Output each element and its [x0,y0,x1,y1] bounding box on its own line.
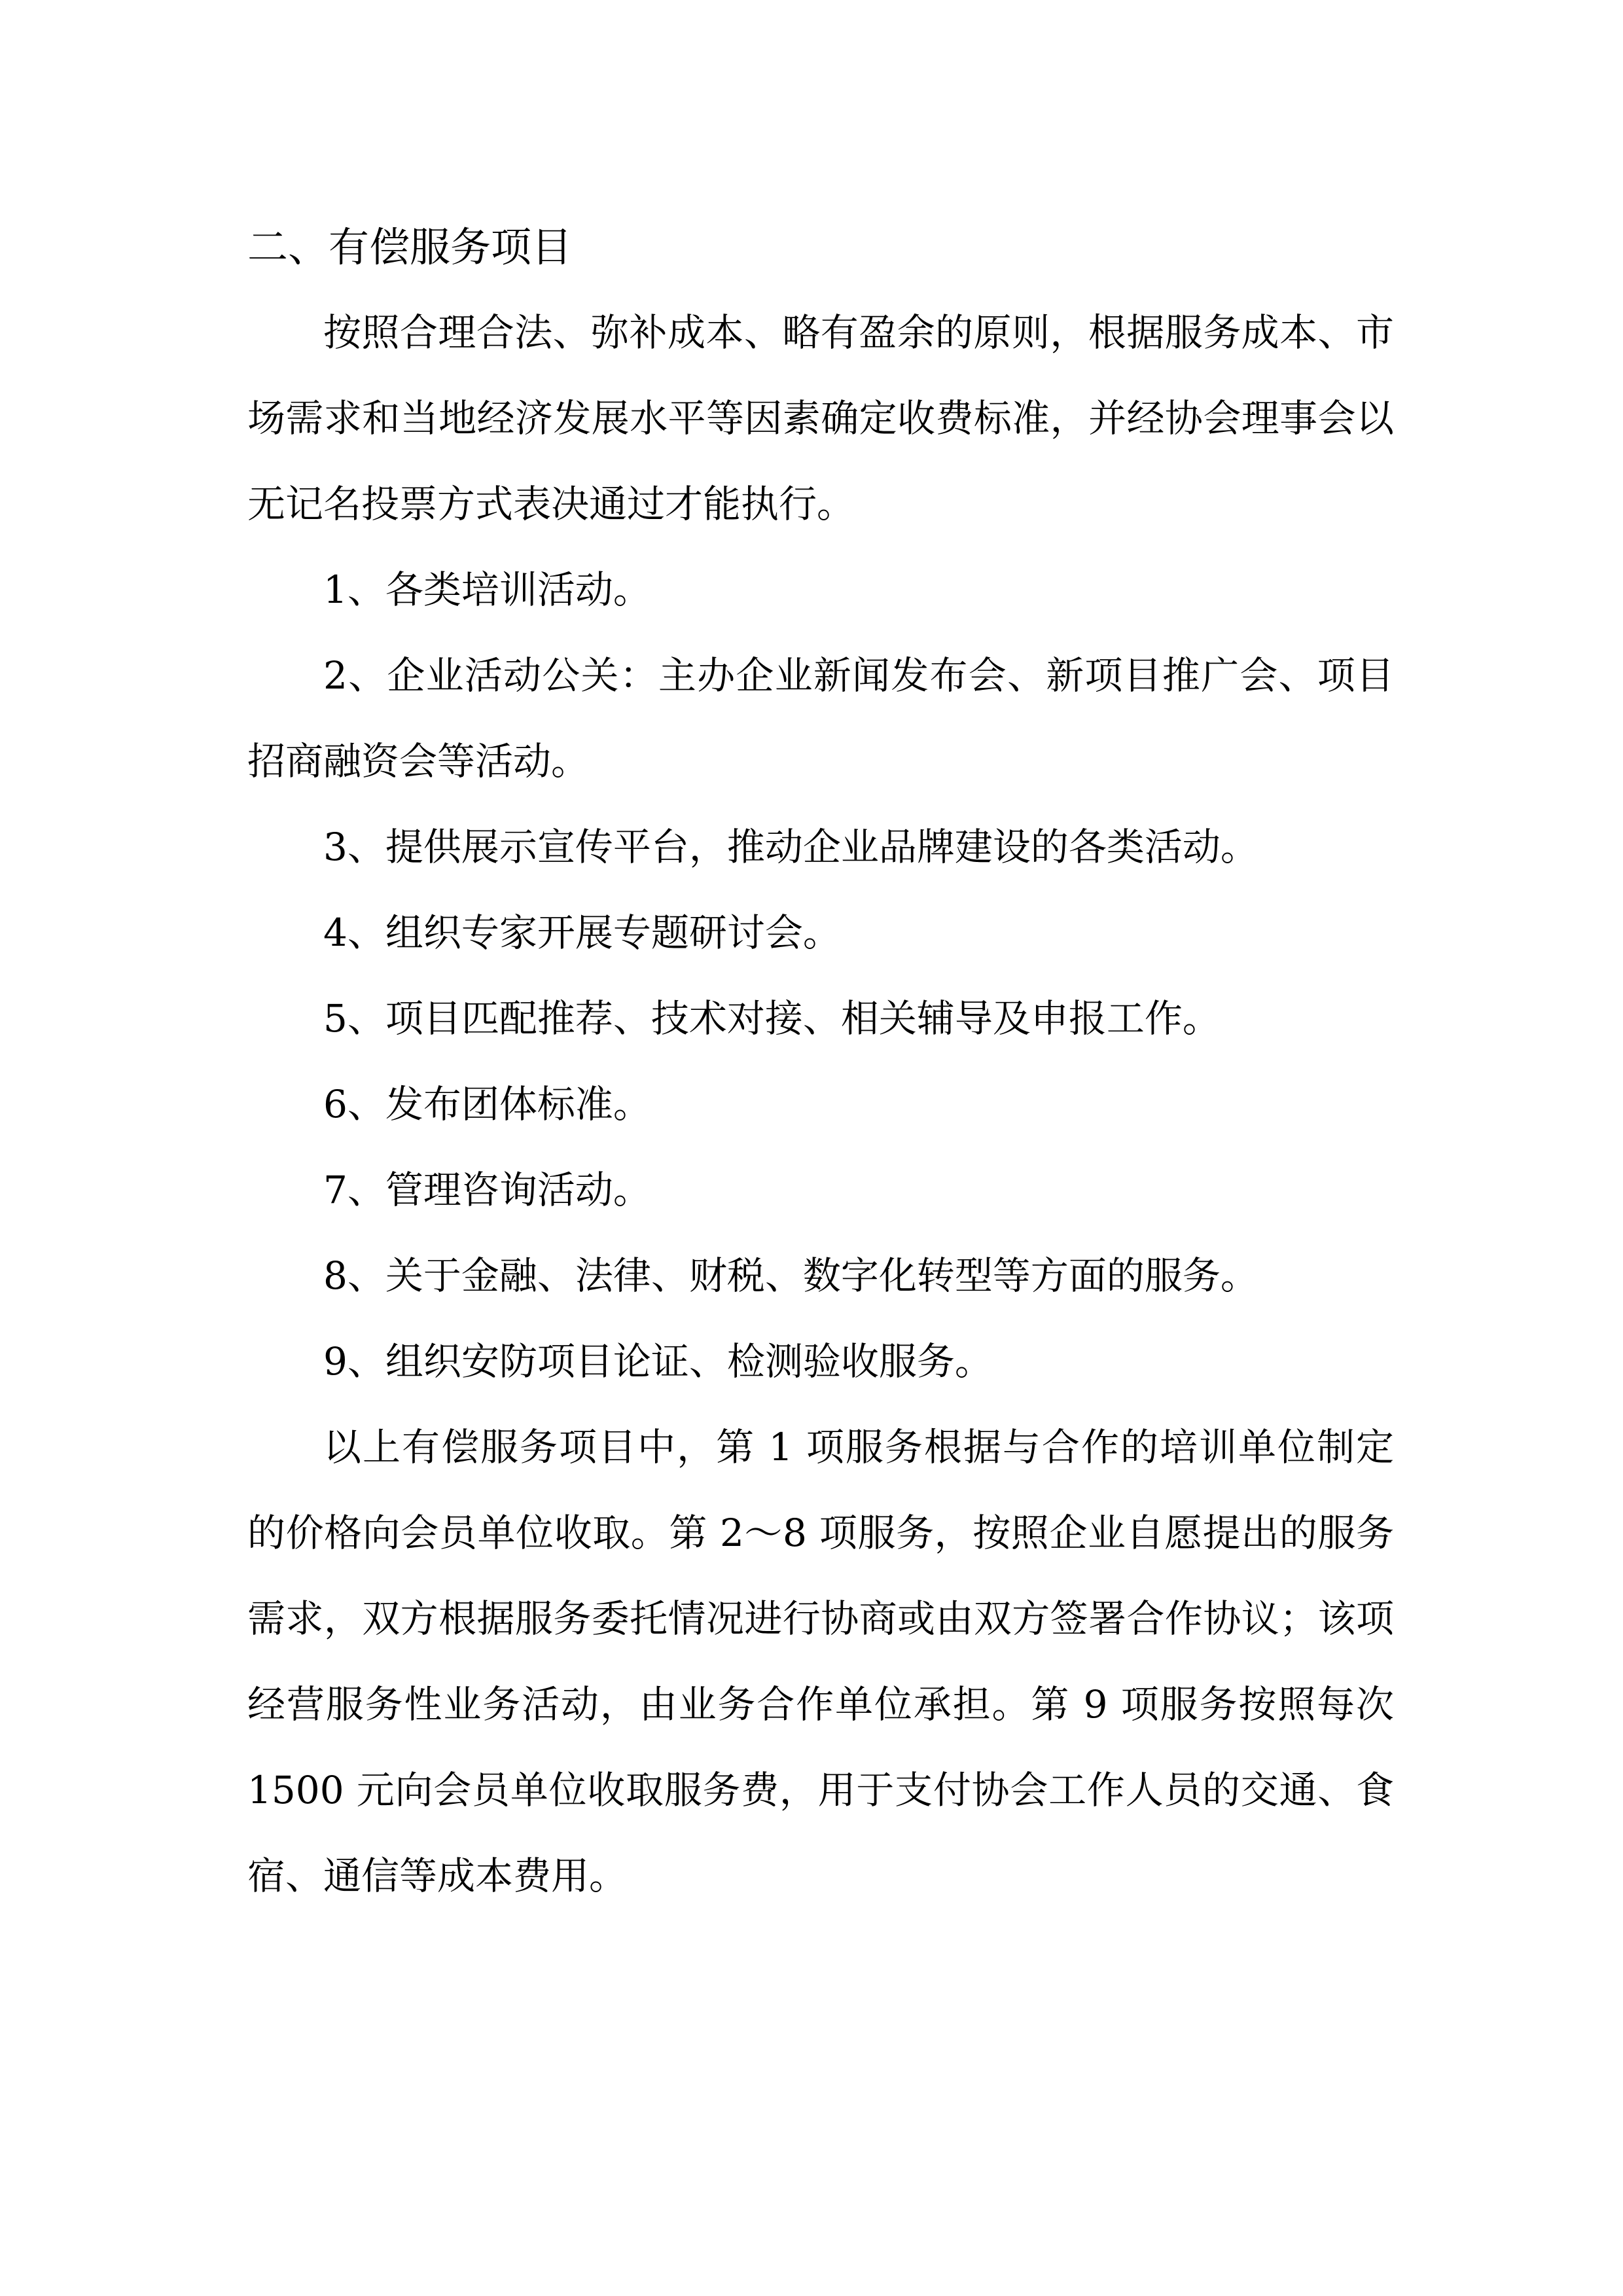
list-item-8: 8、关于金融、法律、财税、数字化转型等方面的服务。 [323,1253,1258,1298]
intro-paragraph: 按照合理合法、弥补成本、略有盈余的原则，根据服务成本、市场需求和当地经济发展水平等因素确定收费标准，并经协会理事会以无记名投票方式表决通过才能执行。 [247,310,1394,526]
closing-paragraph: 以上有偿服务项目中，第 1 项服务根据与合作的培训单位制定的价格向会员单位收取。第 2～8 项服务，按照企业自愿提出的服务需求，双方根据服务委托情况进行协商或由双方签署合作协议；该项经营服务性业务活动，由业务合作单位承担。第 9 项服务按照每次 1500 元向会员单位收取服务费，用于支付协会工作人员的交通、食宿、通信等成本费用。 [247,1425,1394,1898]
list-item-2: 2、企业活动公关：主办企业新闻发布会、新项目推广会、项目招商融资会等活动。 [247,653,1394,783]
document-body [247,204,1394,1919]
section-heading: 二、有偿服务项目 [247,223,573,271]
list-item-1: 1、各类培训活动。 [323,567,651,612]
list-item-7: 7、管理咨询活动。 [323,1168,651,1212]
list-item-4: 4、组织专家开展专题研讨会。 [323,910,841,955]
list-item-6: 6、发布团体标准。 [323,1082,651,1126]
list-item-5: 5、项目匹配推荐、技术对接、相关辅导及申报工作。 [323,996,1221,1041]
list-item-9: 9、组织安防项目论证、检测验收服务。 [323,1339,993,1384]
list-item-3: 3、提供展示宣传平台，推动企业品牌建设的各类活动。 [323,825,1258,869]
